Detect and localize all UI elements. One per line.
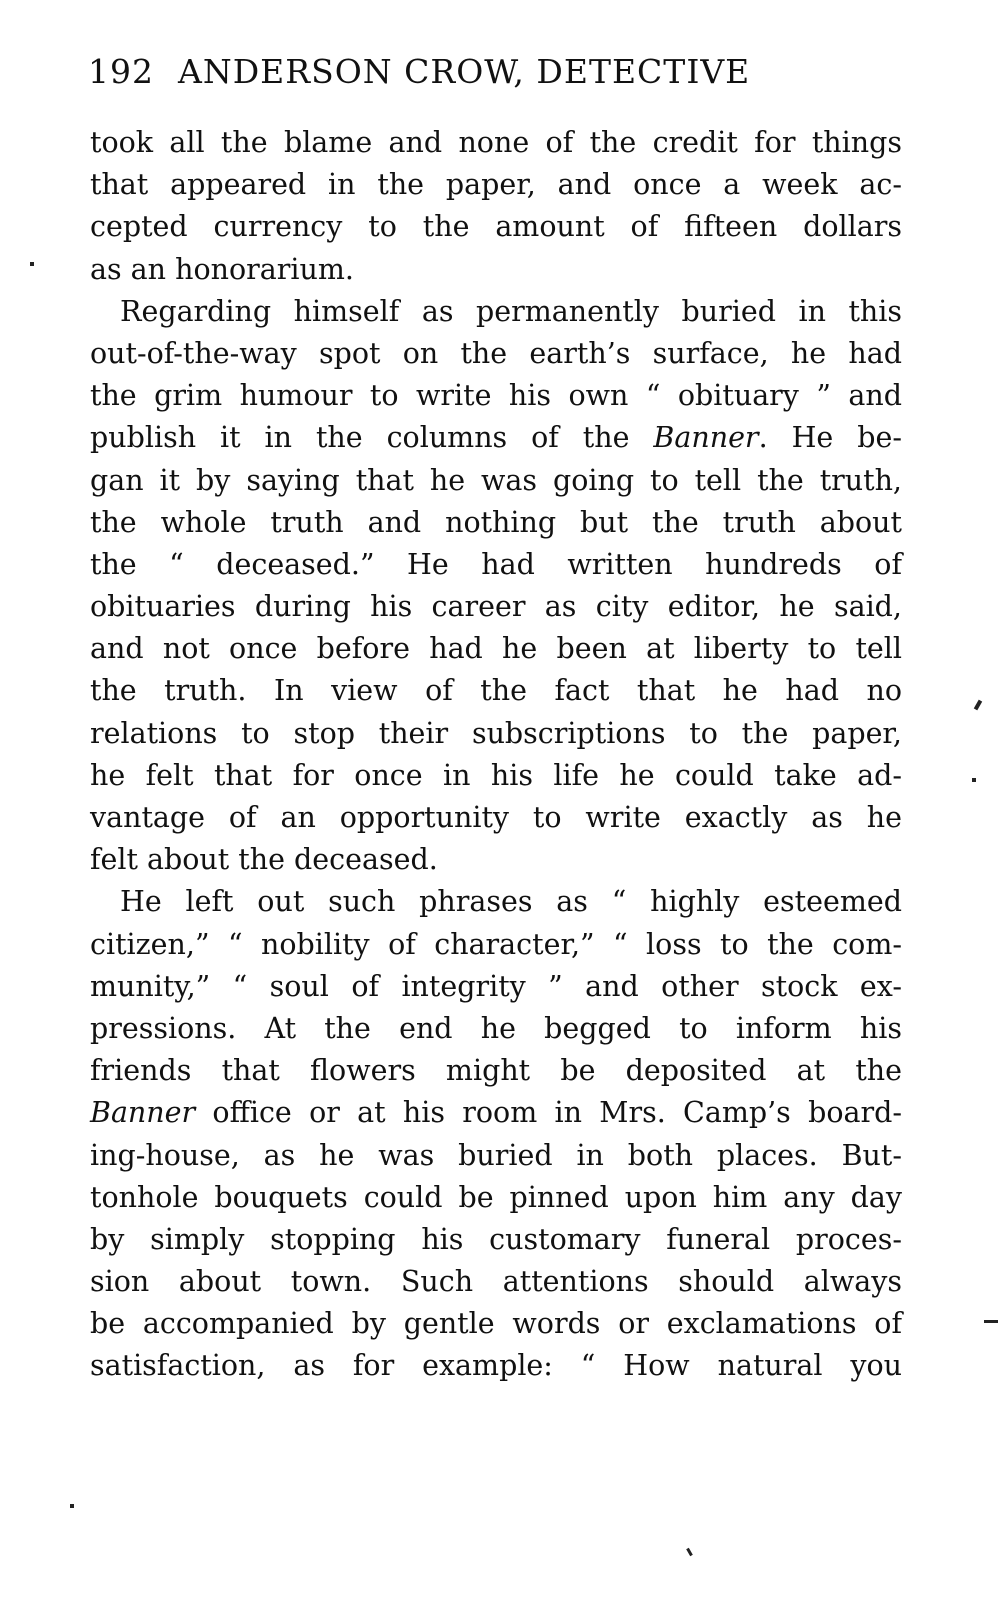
newspaper-name: Banner	[653, 421, 759, 455]
text-line: ing-house, as he was buried in both places. But-	[90, 1138, 902, 1172]
text-line: and not once before had he been at liberty to tell	[90, 632, 902, 666]
text-line: Banner office or at his room in Mrs. Camp’s board-	[90, 1096, 902, 1130]
paragraph	[90, 122, 902, 291]
text-line: gan it by saying that he was going to tell the truth,	[90, 463, 902, 497]
text-line: relations to stop their subscriptions to the paper,	[90, 716, 902, 750]
text-line: satisfaction, as for example: “ How natural you	[90, 1349, 902, 1383]
text-line: the whole truth and nothing but the truth about	[90, 505, 902, 539]
text-line: munity,” “ soul of integrity ” and other stock ex-	[90, 969, 902, 1003]
text-line: the truth. In view of the fact that he had no	[90, 674, 902, 708]
text-line: citizen,” “ nobility of character,” “ loss to the com-	[90, 927, 902, 961]
text-line: took all the blame and none of the credit for things	[90, 126, 902, 159]
running-header	[88, 50, 898, 94]
text-line: as an honorarium.	[90, 252, 354, 286]
text-line: publish it in the columns of the Banner. He be-	[90, 421, 902, 455]
paragraph	[90, 881, 902, 1387]
newspaper-name: Banner	[90, 1096, 196, 1130]
text-line: vantage of an opportunity to write exactly as he	[90, 801, 902, 834]
text-line: Regarding himself as permanently buried in this	[120, 294, 902, 328]
page-number: 192	[88, 52, 154, 91]
text-line: sion about town. Such attentions should always	[90, 1265, 902, 1299]
paragraph	[90, 291, 902, 882]
scan-speck	[686, 1548, 693, 1556]
text-line: felt about the deceased.	[90, 843, 438, 877]
page-body	[90, 122, 902, 1388]
text-line: out-of-the-way spot on the earth’s surface, he had	[90, 336, 902, 370]
text-line: tonhole bouquets could be pinned upon him any day	[90, 1180, 902, 1214]
scan-speck	[984, 1320, 998, 1323]
text-line: by simply stopping his customary funeral proces-	[90, 1222, 902, 1256]
text-line: he felt that for once in his life he could take ad-	[90, 758, 902, 792]
scan-speck	[972, 778, 976, 782]
text-line: be accompanied by gentle words or exclamations of	[90, 1307, 902, 1341]
text-line: obituaries during his career as city editor, he said,	[90, 590, 902, 624]
scan-speck	[70, 1504, 74, 1508]
text-line: pressions. At the end he begged to inform his	[90, 1011, 902, 1045]
text-line: cepted currency to the amount of fifteen dollars	[90, 210, 902, 244]
text-line: friends that flowers might be deposited at the	[90, 1054, 902, 1088]
text-line: the “ deceased.” He had written hundreds of	[90, 547, 902, 581]
text-line: the grim humour to write his own “ obituary ” and	[90, 379, 902, 413]
running-title: ANDERSON CROW, DETECTIVE	[178, 52, 751, 91]
text-line: that appeared in the paper, and once a week ac-	[90, 168, 902, 202]
scan-speck	[30, 262, 34, 266]
text-line: He left out such phrases as “ highly esteemed	[120, 885, 902, 919]
scan-speck	[974, 700, 982, 711]
